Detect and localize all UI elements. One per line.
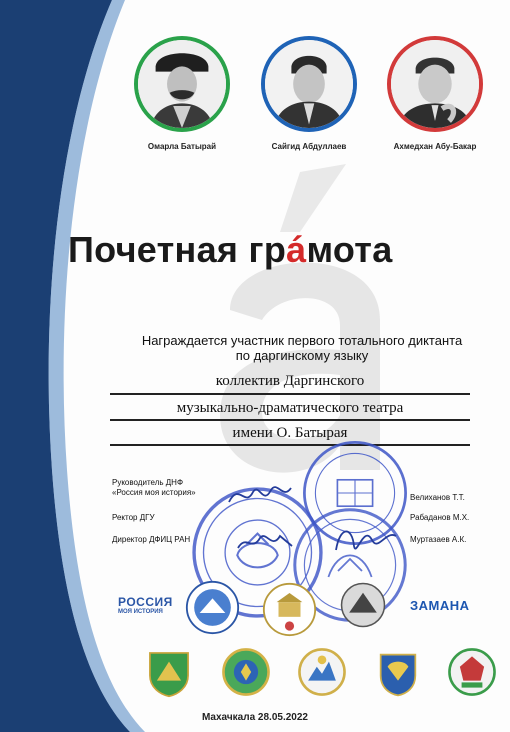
role-line: Руководитель ДНФ xyxy=(112,478,184,487)
portrait-3-image xyxy=(391,40,479,128)
signatory-role xyxy=(112,478,196,498)
recipient-line: коллектив Даргинского xyxy=(215,373,365,389)
role-line: «Россия моя история» xyxy=(112,488,196,497)
coat-of-arms xyxy=(446,646,498,698)
award-line: Награждается участник первого тотального диктанта xyxy=(141,333,463,348)
portrait-akhmedkhan-abu-bakar xyxy=(387,36,483,132)
award-text xyxy=(112,333,492,363)
certificate-title xyxy=(68,229,488,279)
award-line: по даргинскому языку xyxy=(235,348,369,363)
coat-of-arms xyxy=(220,646,272,698)
zamana-logo: ЗАМАНА xyxy=(410,598,470,613)
footer-place-date: Махачкала 28.05.2022 xyxy=(201,712,308,723)
recipient-line: музыкально-драматического театра xyxy=(176,400,404,416)
signatory-role: Директор ДФИЦ РАН xyxy=(112,535,191,544)
coat-of-arms xyxy=(143,646,195,698)
portrait-omarla-batyray xyxy=(134,36,230,132)
coat-of-arms xyxy=(372,646,424,698)
signature xyxy=(225,478,295,512)
dficz-ran-logo xyxy=(262,582,317,637)
signatory-name: Велиханов Т.Т. xyxy=(410,493,465,502)
signature xyxy=(236,528,296,556)
portrait-caption: Омарла Батырай xyxy=(147,142,217,151)
underline xyxy=(110,444,470,446)
rossiya-moya-istoriya-logo xyxy=(118,595,174,615)
signature xyxy=(330,520,400,560)
signatory-role: Ректор ДГУ xyxy=(112,513,155,522)
portrait-caption: Сайгид Абдуллаев xyxy=(271,142,347,151)
signatory-name: Рабаданов М.Х. xyxy=(410,513,470,522)
title-part: Почетная гр xyxy=(68,229,287,270)
logo-text: РОССИЯ xyxy=(118,595,173,609)
recipient-line: имени О. Батырая xyxy=(232,425,348,441)
dgu-university-logo xyxy=(185,580,240,635)
portrait-saygid-abdullaev xyxy=(261,36,357,132)
title-part: мота xyxy=(306,229,393,270)
portrait-2-image xyxy=(265,40,353,128)
title-accent-letter: á xyxy=(286,229,307,270)
coat-of-arms xyxy=(296,646,348,698)
underline xyxy=(110,419,470,421)
portrait-1-image xyxy=(138,40,226,128)
logo-text: МОЯ ИСТОРИЯ xyxy=(118,609,163,615)
signatory-name: Муртазаев А.К. xyxy=(410,535,467,544)
portrait-caption: Ахмедхан Абу-Бакар xyxy=(393,142,477,151)
round-emblem-logo xyxy=(340,582,386,628)
underline xyxy=(110,393,470,395)
